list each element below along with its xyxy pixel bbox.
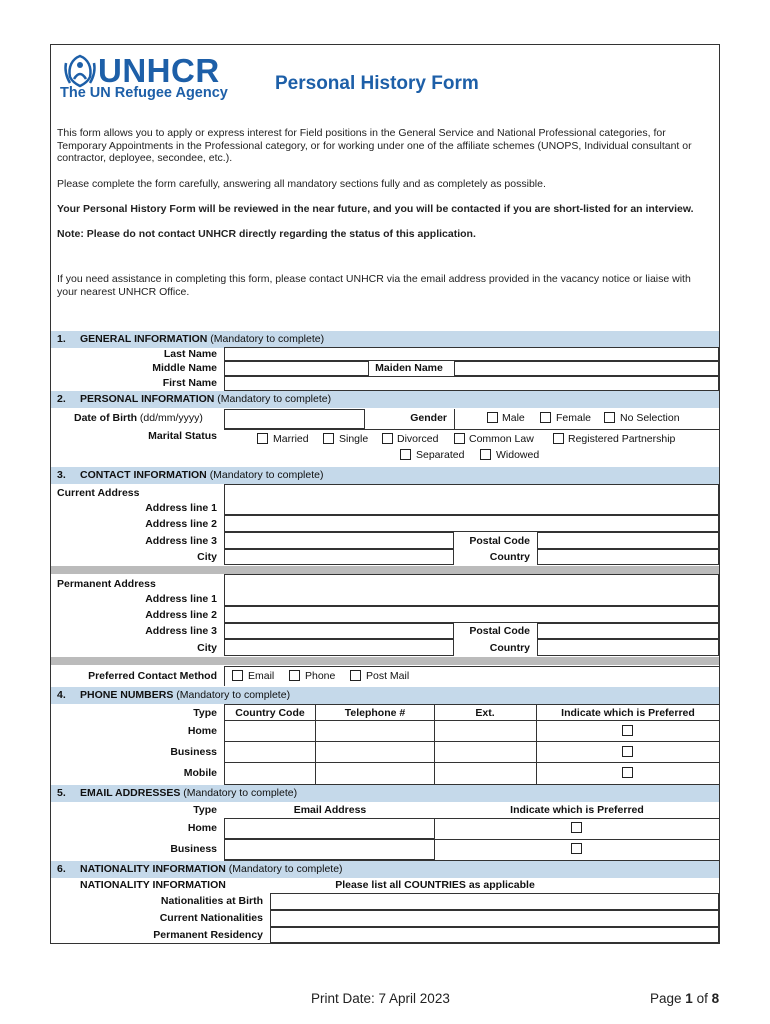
section-title: GENERAL INFORMATION xyxy=(80,333,208,345)
section-title: PERSONAL INFORMATION xyxy=(80,393,215,405)
address-line3-label: Address line 3 xyxy=(145,625,217,637)
section-header-contact xyxy=(51,467,719,484)
widowed-checkbox[interactable] xyxy=(480,449,491,460)
dob-label: Date of Birth xyxy=(74,412,137,424)
page-prefix: Page xyxy=(650,991,682,1006)
current-address-line2-field[interactable] xyxy=(224,515,719,532)
section-number: 1. xyxy=(57,333,66,345)
marital-status-label: Marital Status xyxy=(148,430,217,442)
cell-divider xyxy=(536,704,537,784)
middle-name-label: Middle Name xyxy=(152,362,217,374)
gender-option: Female xyxy=(556,412,592,424)
contact-postmail-checkbox[interactable] xyxy=(350,670,361,681)
section-note: (Mandatory to complete) xyxy=(176,689,291,701)
row-divider xyxy=(224,762,719,763)
cell-divider xyxy=(224,666,225,686)
section-title: CONTACT INFORMATION xyxy=(80,469,207,481)
cell-divider xyxy=(434,704,435,784)
first-name-label: First Name xyxy=(162,377,217,389)
nationality-row-label: Nationalities at Birth xyxy=(160,895,263,907)
section-header-emails xyxy=(51,785,719,802)
gender-option: Male xyxy=(502,412,525,424)
intro-paragraph-1: This form allows you to apply or express interest for Field positions in the General Service and National Professional categories, for Temporary Appointments in the Professional category, or for working under one of the affiliate schemes (UNOPS, Individual consultant or contractor, deployee, secondee, etc.). xyxy=(57,127,692,164)
permanent-address-line3-field[interactable] xyxy=(224,623,454,639)
row-divider xyxy=(224,704,719,705)
marital-option: Registered Partnership xyxy=(568,433,676,445)
page-of: of xyxy=(696,991,708,1006)
current-address-line3-field[interactable] xyxy=(224,532,454,549)
phone-type-label: Mobile xyxy=(183,767,217,779)
phone-business-preferred-checkbox[interactable] xyxy=(622,746,633,757)
marital-option: Married xyxy=(273,433,309,445)
marital-option: Common Law xyxy=(469,433,534,445)
dob-format: (dd/mm/yyyy) xyxy=(139,412,203,424)
marital-option: Single xyxy=(339,433,369,445)
email-business-preferred-checkbox[interactable] xyxy=(571,843,582,854)
row-divider xyxy=(224,429,719,430)
section-number: 3. xyxy=(57,469,66,481)
registered-partnership-checkbox[interactable] xyxy=(553,433,564,444)
section-title: PHONE NUMBERS xyxy=(80,689,174,701)
divorced-checkbox[interactable] xyxy=(382,433,393,444)
email-preferred-header: Indicate which is Preferred xyxy=(510,804,644,816)
section-number: 5. xyxy=(57,787,66,799)
email-type-label: Business xyxy=(170,843,217,855)
gender-female-checkbox[interactable] xyxy=(540,412,551,423)
phone-home-preferred-checkbox[interactable] xyxy=(622,725,633,736)
marital-option: Divorced xyxy=(397,433,439,445)
section-number: 6. xyxy=(57,863,66,875)
dob-field[interactable] xyxy=(224,409,365,429)
page-total: 8 xyxy=(711,991,720,1006)
postal-code-label: Postal Code xyxy=(469,625,530,637)
permanent-city-field[interactable] xyxy=(224,639,454,656)
nationality-row-label: Permanent Residency xyxy=(153,929,263,941)
section-title: EMAIL ADDRESSES xyxy=(80,787,181,799)
current-city-field[interactable] xyxy=(224,549,454,565)
permanent-address-line1-field[interactable] xyxy=(224,574,719,606)
org-tagline: The UN Refugee Agency xyxy=(60,85,228,101)
preferred-contact-label: Preferred Contact Method xyxy=(88,670,217,682)
email-type-header: Type xyxy=(193,804,217,816)
marital-option: Widowed xyxy=(496,449,540,461)
phone-type-label: Home xyxy=(187,725,217,737)
page-current: 1 xyxy=(685,991,693,1006)
unhcr-logo xyxy=(58,52,258,104)
phone-type-header: Type xyxy=(193,707,217,719)
email-type-label: Home xyxy=(187,822,217,834)
permanent-country-field[interactable] xyxy=(537,639,719,656)
section-header-general xyxy=(51,331,719,348)
section-note: (Mandatory to complete) xyxy=(217,393,332,405)
section-divider xyxy=(51,657,719,665)
email-home-preferred-checkbox[interactable] xyxy=(571,822,582,833)
print-date: Print Date: 7 April 2023 xyxy=(311,991,450,1006)
address-line3-label: Address line 3 xyxy=(145,535,217,547)
cell-divider xyxy=(315,704,316,784)
country-label: Country xyxy=(489,642,530,654)
phone-type-label: Business xyxy=(170,746,217,758)
section-header-personal xyxy=(51,391,719,408)
last-name-field[interactable] xyxy=(224,347,719,361)
org-name: UNHCR xyxy=(98,52,220,89)
city-label: City xyxy=(197,642,217,654)
phone-mobile-preferred-checkbox[interactable] xyxy=(622,767,633,778)
postal-code-label: Postal Code xyxy=(469,535,530,547)
current-address-line1-field[interactable] xyxy=(224,484,719,515)
permanent-postal-code-field[interactable] xyxy=(537,623,719,639)
address-line2-label: Address line 2 xyxy=(145,518,217,530)
section-note: (Mandatory to complete) xyxy=(228,863,343,875)
nationality-at-birth-field[interactable] xyxy=(270,893,719,910)
married-checkbox[interactable] xyxy=(257,433,268,444)
row-divider xyxy=(224,741,719,742)
telephone-header: Telephone # xyxy=(344,707,406,719)
section-title: NATIONALITY INFORMATION xyxy=(80,863,226,875)
current-postal-code-field[interactable] xyxy=(537,532,719,549)
gender-label: Gender xyxy=(410,412,447,424)
dob-label-wrap xyxy=(74,412,203,424)
first-name-field[interactable] xyxy=(224,376,719,391)
current-country-field[interactable] xyxy=(537,549,719,565)
section-number: 2. xyxy=(57,393,66,405)
nationality-instruction: Please list all COUNTRIES as applicable xyxy=(335,879,535,891)
intro-note: Note: Please do not contact UNHCR directly regarding the status of this application. xyxy=(57,228,476,240)
current-nationality-field[interactable] xyxy=(270,910,719,927)
nationality-row-label: Current Nationalities xyxy=(159,912,263,924)
section-number: 4. xyxy=(57,689,66,701)
gender-none-checkbox[interactable] xyxy=(604,412,615,423)
section-note: (Mandatory to complete) xyxy=(209,469,324,481)
last-name-label: Last Name xyxy=(163,348,217,360)
gender-option: No Selection xyxy=(620,412,680,424)
phone-preferred-header: Indicate which is Preferred xyxy=(561,707,695,719)
section-note: (Mandatory to complete) xyxy=(210,333,325,345)
laurel-icon xyxy=(60,53,100,89)
contact-method-option: Email xyxy=(248,670,275,682)
intro-paragraph-3: Your Personal History Form will be reviewed in the near future, and you will be contacted if you are short-listed for an interview. xyxy=(57,203,694,215)
permanent-address-line2-field[interactable] xyxy=(224,606,719,623)
contact-email-checkbox[interactable] xyxy=(232,670,243,681)
intro-paragraph-5: If you need assistance in completing this form, please contact UNHCR via the email address provided in the vacancy notice or liaise with your nearest UNHCR Office. xyxy=(57,273,691,298)
section-header-nationality xyxy=(51,861,719,878)
separated-checkbox[interactable] xyxy=(400,449,411,460)
email-address-header: Email Address xyxy=(293,804,367,816)
contact-method-option: Phone xyxy=(305,670,336,682)
page-title: Personal History Form xyxy=(275,73,479,94)
email-home-field[interactable] xyxy=(224,818,435,839)
contact-method-option: Post Mail xyxy=(366,670,410,682)
intro-paragraph-2: Please complete the form carefully, answering all mandatory sections fully and as completely as possible. xyxy=(57,178,546,190)
row-divider xyxy=(224,666,719,667)
section-divider xyxy=(51,566,719,574)
permanent-address-label: Permanent Address xyxy=(57,578,156,590)
nationality-column-header: NATIONALITY INFORMATION xyxy=(80,879,226,891)
email-business-field[interactable] xyxy=(224,839,435,860)
address-line2-label: Address line 2 xyxy=(145,609,217,621)
city-label: City xyxy=(197,551,217,563)
contact-phone-checkbox[interactable] xyxy=(289,670,300,681)
country-label: Country xyxy=(489,551,530,563)
maiden-name-field[interactable] xyxy=(454,361,719,376)
page-number xyxy=(650,991,719,1006)
cell-divider xyxy=(224,704,225,784)
country-code-header: Country Code xyxy=(235,707,305,719)
current-address-label: Current Address xyxy=(57,487,140,499)
address-line1-label: Address line 1 xyxy=(145,593,217,605)
maiden-name-label: Maiden Name xyxy=(375,362,443,374)
section-note: (Mandatory to complete) xyxy=(183,787,298,799)
address-line1-label: Address line 1 xyxy=(145,502,217,514)
section-header-phones xyxy=(51,687,719,704)
marital-option: Separated xyxy=(416,449,465,461)
row-divider xyxy=(224,720,719,721)
ext-header: Ext. xyxy=(475,707,495,719)
single-checkbox[interactable] xyxy=(323,433,334,444)
middle-name-field[interactable] xyxy=(224,361,369,376)
permanent-residency-field[interactable] xyxy=(270,927,719,943)
gender-male-checkbox[interactable] xyxy=(487,412,498,423)
common-law-checkbox[interactable] xyxy=(454,433,465,444)
